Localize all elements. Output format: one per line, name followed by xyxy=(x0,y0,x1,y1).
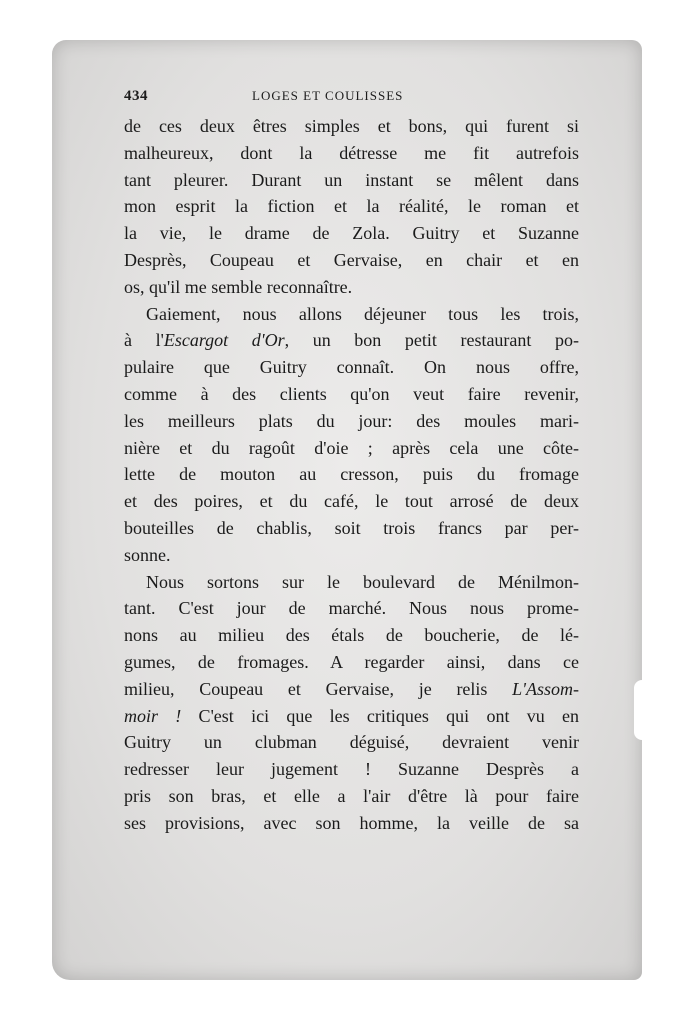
text-line: comme à des clients qu'on veut faire revenir, xyxy=(124,383,579,404)
text-line: mon esprit la fiction et la réalité, le roman et xyxy=(124,196,579,217)
text-line: Desprès, Coupeau et Gervaise, en chair et en xyxy=(124,249,579,270)
body-text xyxy=(124,113,579,837)
text-segment: , un bon petit restaurant po- xyxy=(284,330,580,351)
text-line: bouteilles de chablis, soit trois francs par per- xyxy=(124,517,579,538)
text-line: sonne. xyxy=(124,544,171,565)
paragraph-start-line: Gaiement, nous allons déjeuner tous les trois, xyxy=(146,303,579,324)
text-line: de ces deux êtres simples et bons, qui furent si xyxy=(124,116,579,136)
text-segment: milieu, Coupeau et Gervaise, je relis xyxy=(124,678,513,699)
text-line: lette de mouton au cresson, puis du fromage xyxy=(124,464,579,485)
text-line xyxy=(124,676,579,703)
text-segment: à l' xyxy=(124,330,164,351)
page-header xyxy=(124,88,572,110)
text-line: Guitry un clubman déguisé, devraient venir xyxy=(124,732,579,753)
text-line: redresser leur jugement ! Suzanne Desprès a xyxy=(124,759,579,780)
text-line: gumes, de fromages. A regarder ainsi, dans ce xyxy=(124,651,579,672)
text-line: tant. C'est jour de marché. Nous nous prome- xyxy=(124,598,579,619)
text-line: les meilleurs plats du jour: des moules mari- xyxy=(124,410,579,431)
text-line: la vie, le drame de Zola. Guitry et Suzanne xyxy=(124,223,579,244)
text-line: pulaire que Guitry connaît. On nous offre, xyxy=(124,357,579,378)
text-line: pris son bras, et elle a l'air d'être là pour faire xyxy=(124,785,579,806)
paragraph-start-line: Nous sortons sur le boulevard de Ménilmon- xyxy=(146,571,579,592)
text-line xyxy=(124,703,579,730)
text-line: nière et du ragoût d'oie ; après cela une côte- xyxy=(124,437,579,458)
text-segment: C'est ici que les critiques qui ont vu en xyxy=(181,705,579,726)
page-number: 434 xyxy=(124,88,148,104)
text-line xyxy=(124,327,579,354)
text-line: os, qu'il me semble reconnaître. xyxy=(124,276,353,297)
italic-title: L'Assom- xyxy=(512,678,579,699)
text-line: ses provisions, avec son homme, la veille de sa xyxy=(124,812,579,833)
text-line: nons au milieu des étals de boucherie, de lé- xyxy=(124,625,579,646)
running-title: LOGES ET COULISSES xyxy=(252,88,404,103)
italic-title: moir ! xyxy=(124,705,182,726)
text-line: et des poires, et du café, le tout arrosé de deux xyxy=(124,491,579,512)
italic-title: Escargot d'Or xyxy=(163,330,285,351)
text-line: tant pleurer. Durant un instant se mêlent dans xyxy=(124,169,579,190)
text-line: malheureux, dont la détresse me fit autrefois xyxy=(124,142,579,163)
